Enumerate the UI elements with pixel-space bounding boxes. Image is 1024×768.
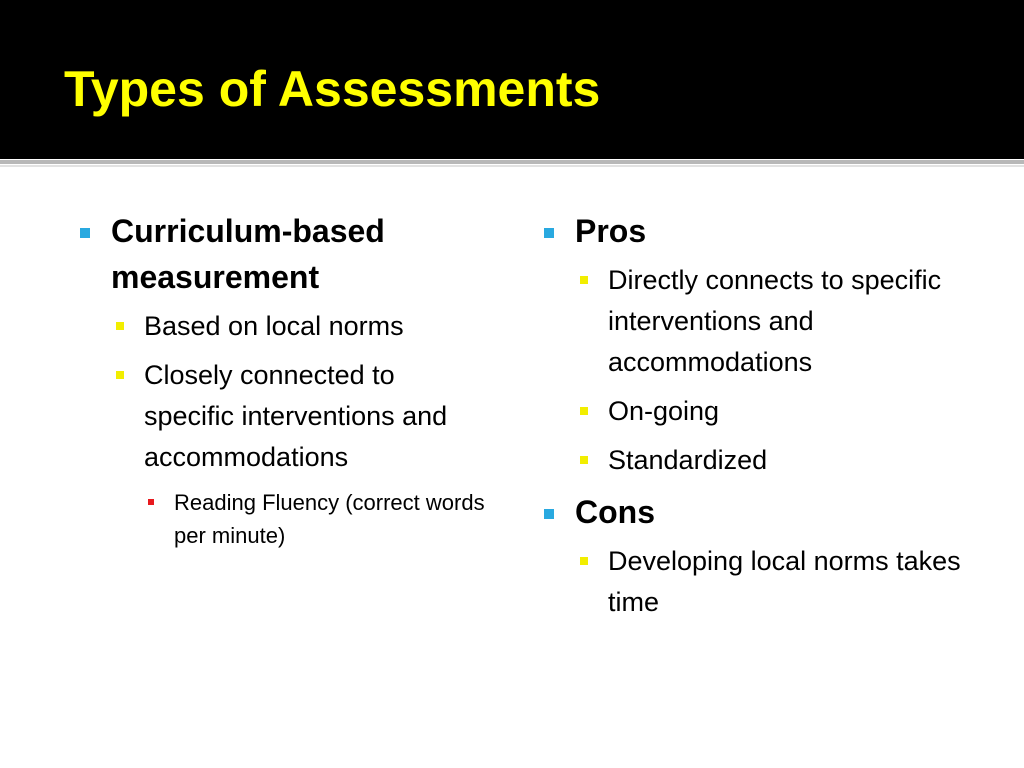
square-bullet-icon <box>580 407 588 415</box>
bullet-curriculum-based-measurement <box>76 208 486 300</box>
sub-bullet-text: On-going <box>608 396 720 426</box>
sub-sub-bullet-text: Reading Fluency (correct words per minute) <box>174 490 485 548</box>
bullet-text: Cons <box>575 494 655 530</box>
square-bullet-icon <box>544 509 554 519</box>
sub-sub-bullet-reading-fluency <box>76 486 486 552</box>
sub-bullet-text: Standardized <box>608 445 768 475</box>
slide-title: Types of Assessments <box>64 61 601 117</box>
sub-bullet-developing-local-norms <box>540 541 1000 623</box>
bullet-pros <box>540 208 1000 254</box>
bullet-text: Pros <box>575 213 647 249</box>
sub-bullet-text: Based on local norms <box>144 311 404 341</box>
square-bullet-icon <box>580 557 588 565</box>
left-column <box>76 208 486 552</box>
square-bullet-icon <box>580 276 588 284</box>
square-bullet-icon <box>116 322 124 330</box>
sub-bullet-standardized <box>540 440 1000 481</box>
sub-bullet-closely-connected <box>76 355 486 478</box>
square-bullet-icon <box>148 499 154 505</box>
sub-bullet-directly-connects <box>540 260 1000 383</box>
sub-bullet-text: Developing local norms takes time <box>608 546 961 617</box>
sub-bullet-on-going <box>540 391 1000 432</box>
title-divider-shadow <box>0 165 1024 167</box>
square-bullet-icon <box>580 456 588 464</box>
square-bullet-icon <box>80 228 90 238</box>
sub-bullet-local-norms <box>76 306 486 347</box>
square-bullet-icon <box>544 228 554 238</box>
bullet-text: Curriculum-based measurement <box>111 213 385 295</box>
title-divider <box>0 160 1024 164</box>
right-column <box>540 208 1000 631</box>
sub-bullet-text: Directly connects to specific interventions and accommodations <box>608 265 942 377</box>
title-bar <box>0 0 1024 159</box>
bullet-cons <box>540 489 1000 535</box>
square-bullet-icon <box>116 371 124 379</box>
sub-bullet-text: Closely connected to specific interventions and accommodations <box>144 360 448 472</box>
